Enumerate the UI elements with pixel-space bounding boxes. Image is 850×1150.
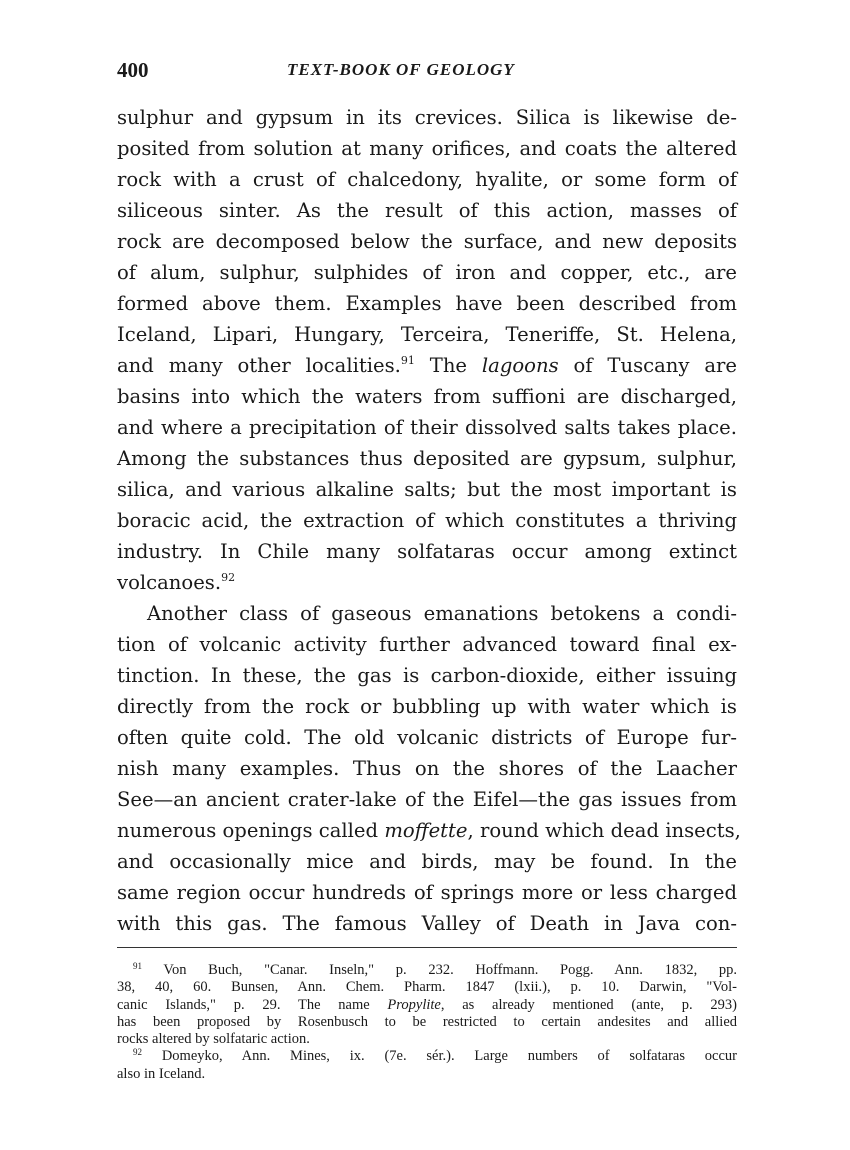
footnote-divider (117, 947, 737, 948)
footnote-ref-92[interactable]: 92 (221, 571, 236, 584)
text-line: Another class of gaseous emanations betokens a condi- (147, 602, 737, 625)
footnote-line (117, 997, 737, 1014)
footnote-92 (117, 1048, 737, 1065)
text-line: sulphur and gypsum in its crevices. Silica is likewise de- (117, 106, 737, 129)
text-line: formed above them. Examples have been described from (117, 292, 737, 315)
footnote-91 (117, 962, 737, 979)
text-segment: of Tuscany are (558, 354, 737, 377)
text-line: directly from the rock or bubbling up with water which is (117, 695, 737, 718)
text-line: and occasionally mice and birds, may be found. In the (117, 850, 737, 873)
page-number: 400 (117, 58, 149, 82)
text-line: rock are decomposed below the surface, and new deposits (117, 230, 737, 253)
footnote-text: Von Buch, "Canar. Inseln," p. 232. Hoffmann. Pogg. Ann. 1832, pp. (142, 962, 737, 978)
text-line (117, 567, 737, 598)
text-line: Iceland, Lipari, Hungary, Terceira, Teneriffe, St. Helena, (117, 323, 737, 346)
text-line: same region occur hundreds of springs more or less charged (117, 881, 737, 904)
text-segment: The (414, 354, 482, 377)
text-line (117, 815, 741, 846)
text-segment: numerous openings called (117, 819, 385, 842)
text-line: basins into which the waters from suffioni are discharged, (117, 385, 737, 408)
footnote-line: also in Iceland. (117, 1065, 206, 1082)
italic-term: moffette (384, 819, 468, 842)
text-line: tion of volcanic activity further advanced toward final ex- (117, 633, 737, 656)
footnote-ref-91[interactable]: 91 (400, 354, 415, 367)
footnotes (117, 962, 737, 1083)
running-title: TEXT-BOOK OF GEOLOGY (287, 60, 515, 79)
footnote-marker: 92 (133, 1047, 142, 1058)
italic-term: lagoons (481, 354, 559, 377)
text-line: often quite cold. The old volcanic districts of Europe fur- (117, 726, 737, 749)
text-line (117, 350, 737, 381)
text-line: See—an ancient crater-lake of the Eifel—the gas issues from (117, 788, 737, 811)
footnote-line: has been proposed by Rosenbusch to be restricted to certain andesites and allied (117, 1013, 737, 1030)
body-text (117, 102, 741, 939)
text-segment: volcanoes. (117, 571, 222, 594)
footnote-line: 38, 40, 60. Bunsen, Ann. Chem. Pharm. 1847 (lxii.), p. 10. Darwin, "Vol- (117, 979, 737, 996)
text-line: rock with a crust of chalcedony, hyalite, or some form of (117, 168, 737, 191)
italic-term: Propylite (387, 996, 441, 1013)
footnote-text: Domeyko, Ann. Mines, ix. (7e. sér.). Large numbers of solfataras occur (142, 1048, 737, 1065)
footnote-line: rocks altered by solfataric action. (117, 1031, 310, 1048)
text-line: of alum, sulphur, sulphides of iron and copper, etc., are (117, 261, 737, 284)
text-segment: , round which dead insects, (467, 819, 741, 842)
text-line: with this gas. The famous Valley of Death in Java con- (117, 912, 737, 935)
footnote-text: canic Islands," p. 29. The name (117, 996, 388, 1013)
text-line: silica, and various alkaline salts; but the most important is (117, 478, 737, 501)
text-line: posited from solution at many orifices, and coats the altered (117, 137, 737, 160)
page-header (117, 58, 737, 88)
text-line: industry. In Chile many solfataras occur among extinct (117, 540, 737, 563)
text-line: nish many examples. Thus on the shores of the Laacher (117, 757, 737, 780)
text-line: and where a precipitation of their dissolved salts takes place. (117, 416, 737, 439)
text-line: boracic acid, the extraction of which constitutes a thriving (117, 509, 737, 532)
text-line: Among the substances thus deposited are gypsum, sulphur, (117, 447, 737, 470)
text-line: tinction. In these, the gas is carbon-dioxide, either issuing (117, 664, 737, 687)
footnote-text: , as already mentioned (ante, p. 293) (440, 996, 737, 1013)
footnote-marker: 91 (133, 961, 142, 971)
text-line: siliceous sinter. As the result of this action, masses of (117, 199, 737, 222)
text-segment: and many other localities. (117, 354, 401, 377)
